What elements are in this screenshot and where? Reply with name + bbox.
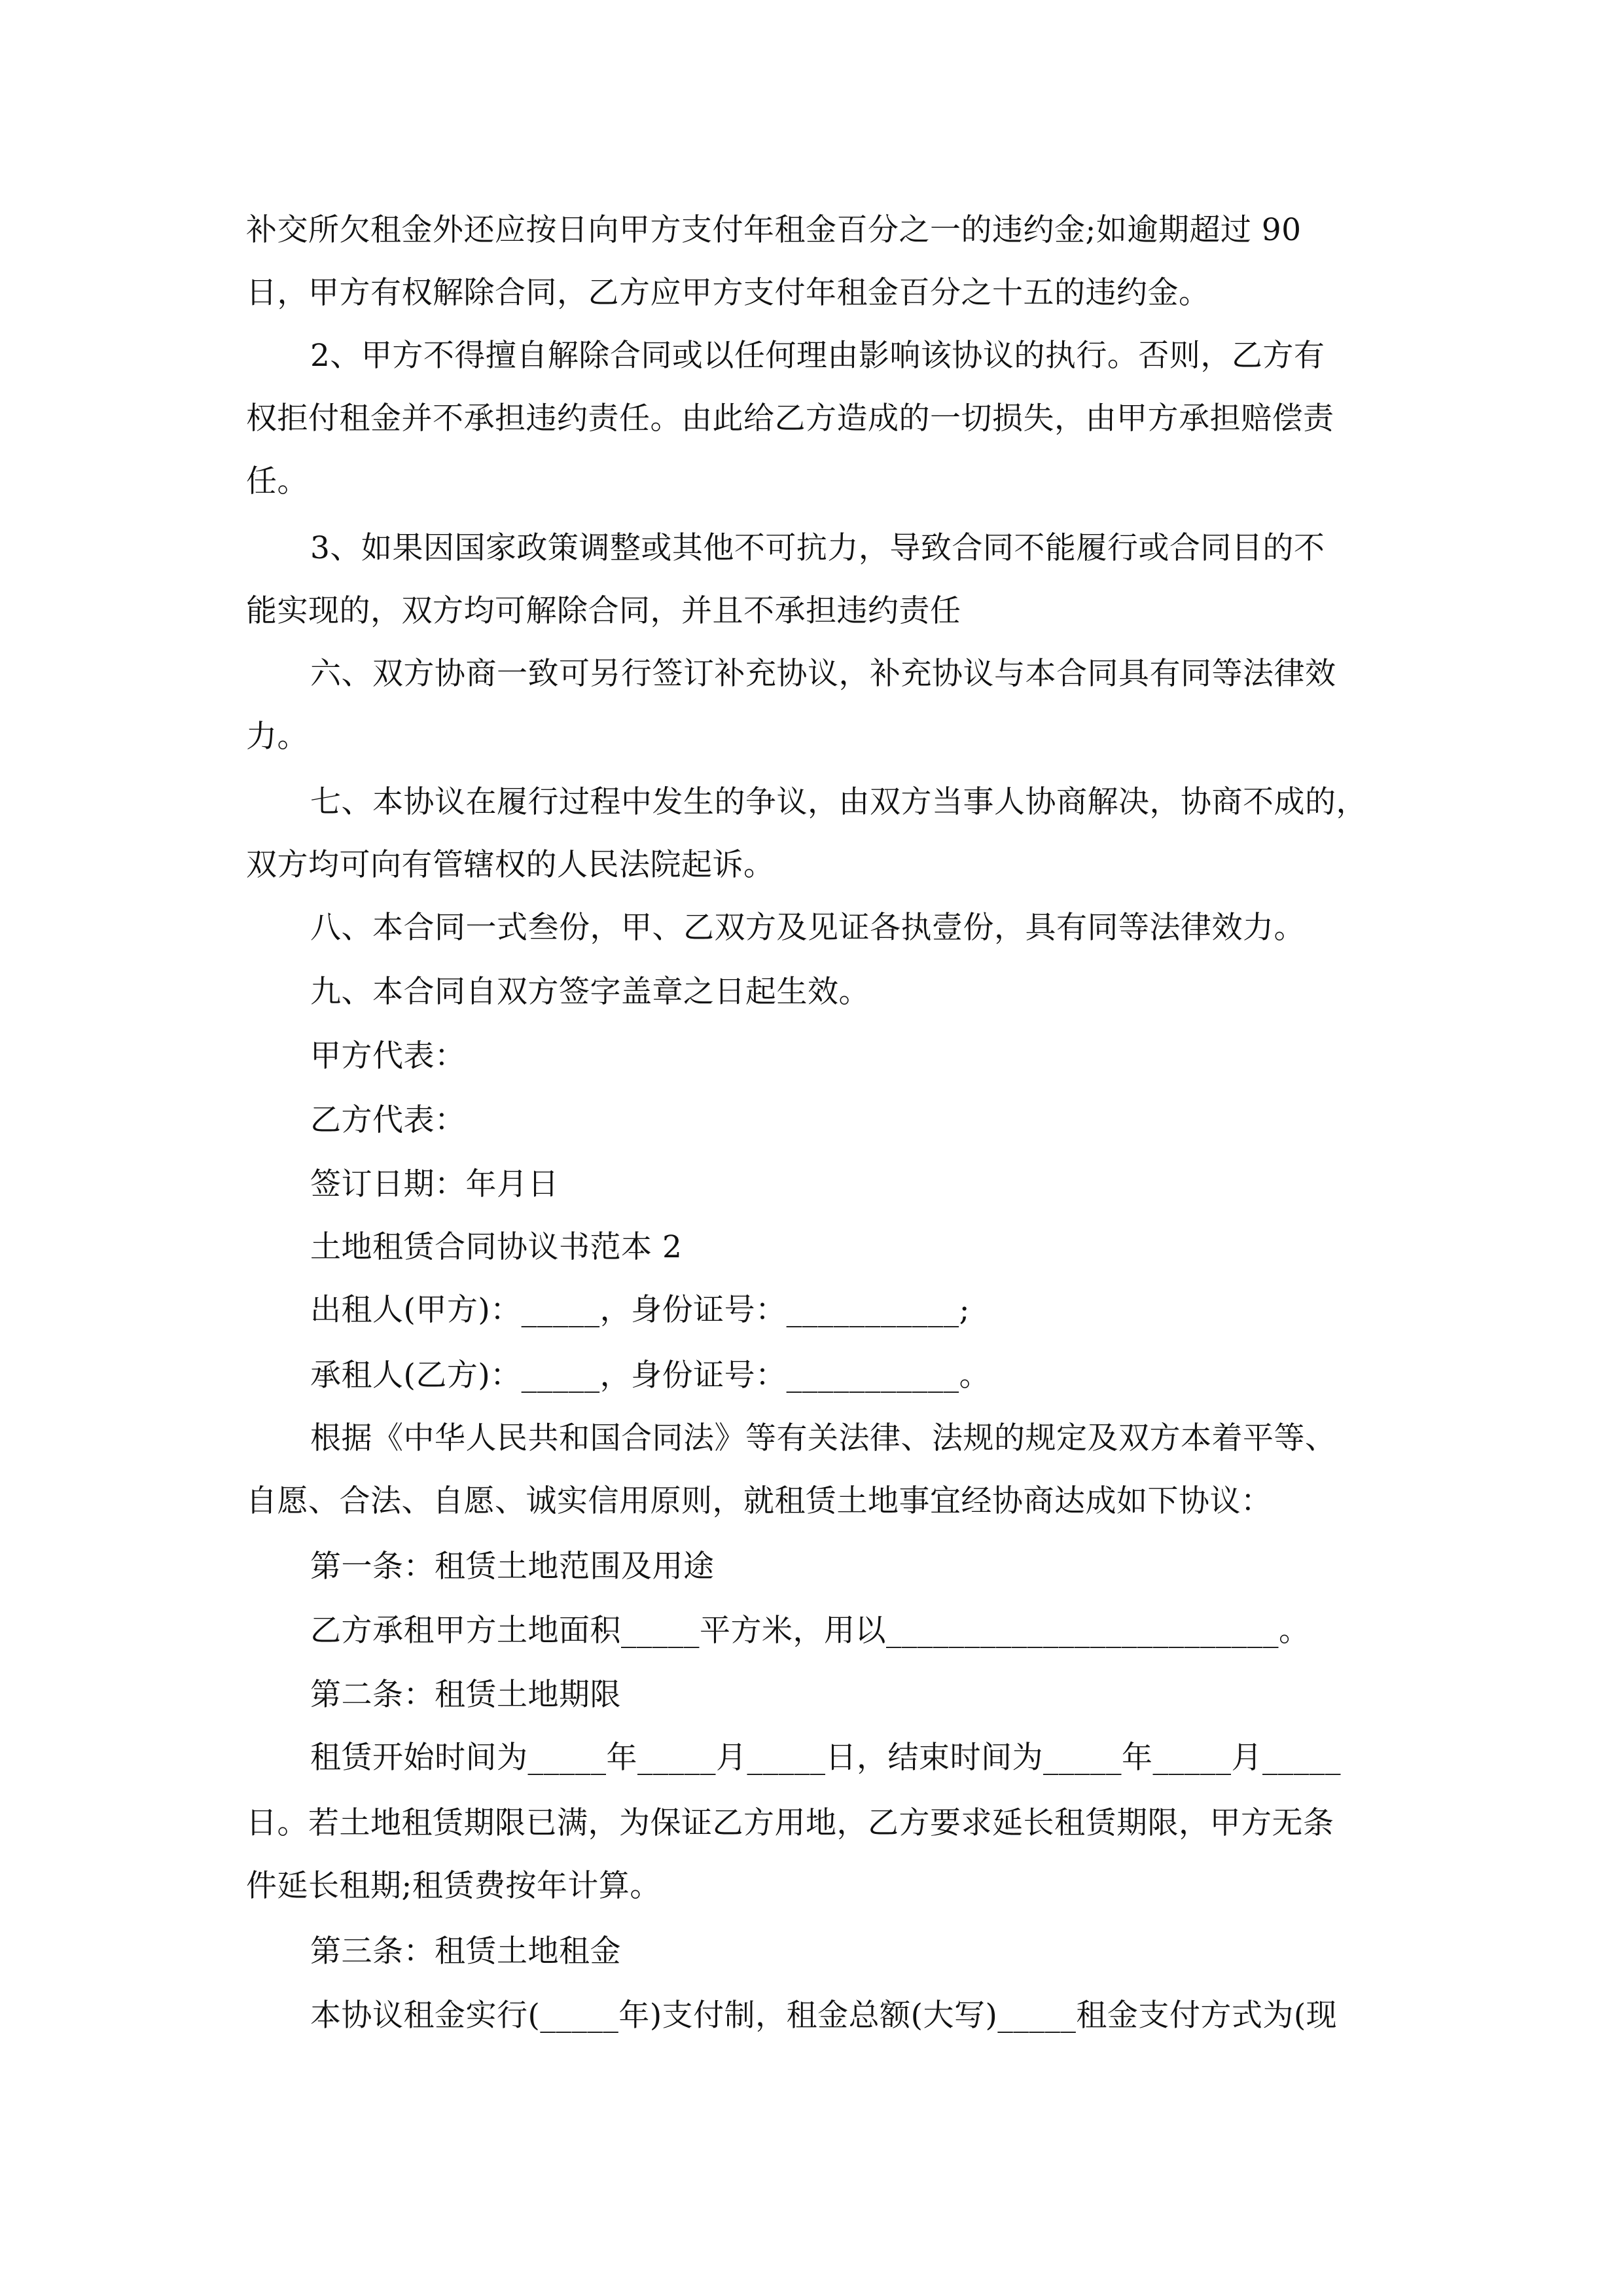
- text-line: 本协议租金实行(_____年)支付制，租金总额(大写)_____租金支付方式为(现: [310, 1998, 1338, 2034]
- text-line: 补交所欠租金外还应按日向甲方支付年租金百分之一的违约金;如逾期超过 90: [246, 212, 1302, 248]
- text-line: 件延长租期;租赁费按年计算。: [246, 1868, 661, 1904]
- text-line: 乙方代表：: [310, 1102, 466, 1138]
- text-line: 任。: [246, 463, 308, 499]
- text-line: 双方均可向有管辖权的人民法院起诉。: [246, 847, 775, 883]
- text-line: 根据《中华人民共和国合同法》等有关法律、法规的规定及双方本着平等、: [310, 1420, 1336, 1456]
- text-line: 能实现的，双方均可解除合同，并且不承担违约责任: [246, 593, 961, 629]
- text-line: 七、本协议在履行过程中发生的争议，由双方当事人协商解决，协商不成的，: [310, 784, 1367, 820]
- text-line: 自愿、合法、自愿、诚实信用原则，就租赁土地事宜经协商达成如下协议：: [246, 1483, 1272, 1519]
- text-line: 乙方承租甲方土地面积_____平方米，用以_________________________。: [310, 1613, 1310, 1649]
- text-line: 权拒付租金并不承担违约责任。由此给乙方造成的一切损失，由甲方承担赔偿责: [246, 401, 1334, 437]
- text-line: 第三条：租赁土地租金: [310, 1933, 621, 1969]
- text-line: 2、甲方不得擅自解除合同或以任何理由影响该协议的执行。否则，乙方有: [310, 338, 1325, 374]
- text-line: 日。若土地租赁期限已满，为保证乙方用地，乙方要求延长租赁期限，甲方无条: [246, 1805, 1334, 1841]
- text-line: 六、双方协商一致可另行签订补充协议，补充协议与本合同具有同等法律效: [310, 656, 1336, 692]
- text-line: 3、如果因国家政策调整或其他不可抗力，导致合同不能履行或合同目的不: [310, 530, 1325, 566]
- text-line: 日，甲方有权解除合同，乙方应甲方支付年租金百分之十五的违约金。: [246, 275, 1210, 311]
- text-line: 九、本合同自双方签字盖章之日起生效。: [310, 974, 870, 1010]
- text-line: 土地租赁合同协议书范本 2: [310, 1229, 683, 1265]
- text-line: 甲方代表：: [310, 1038, 466, 1074]
- text-line: 租赁开始时间为_____年_____月_____日，结束时间为_____年_____月_____: [310, 1740, 1341, 1776]
- text-line: 八、本合同一式叁份，甲、乙双方及见证各执壹份，具有同等法律效力。: [310, 910, 1305, 946]
- text-line: 出租人(甲方)：_____，身份证号：___________;: [310, 1292, 971, 1328]
- text-line: 第二条：租赁土地期限: [310, 1677, 621, 1713]
- text-line: 力。: [246, 719, 308, 755]
- text-line: 承租人(乙方)：_____，身份证号：___________。: [310, 1357, 991, 1393]
- text-line: 第一条：租赁土地范围及用途: [310, 1549, 715, 1585]
- text-line: 签订日期：年月日: [310, 1166, 559, 1202]
